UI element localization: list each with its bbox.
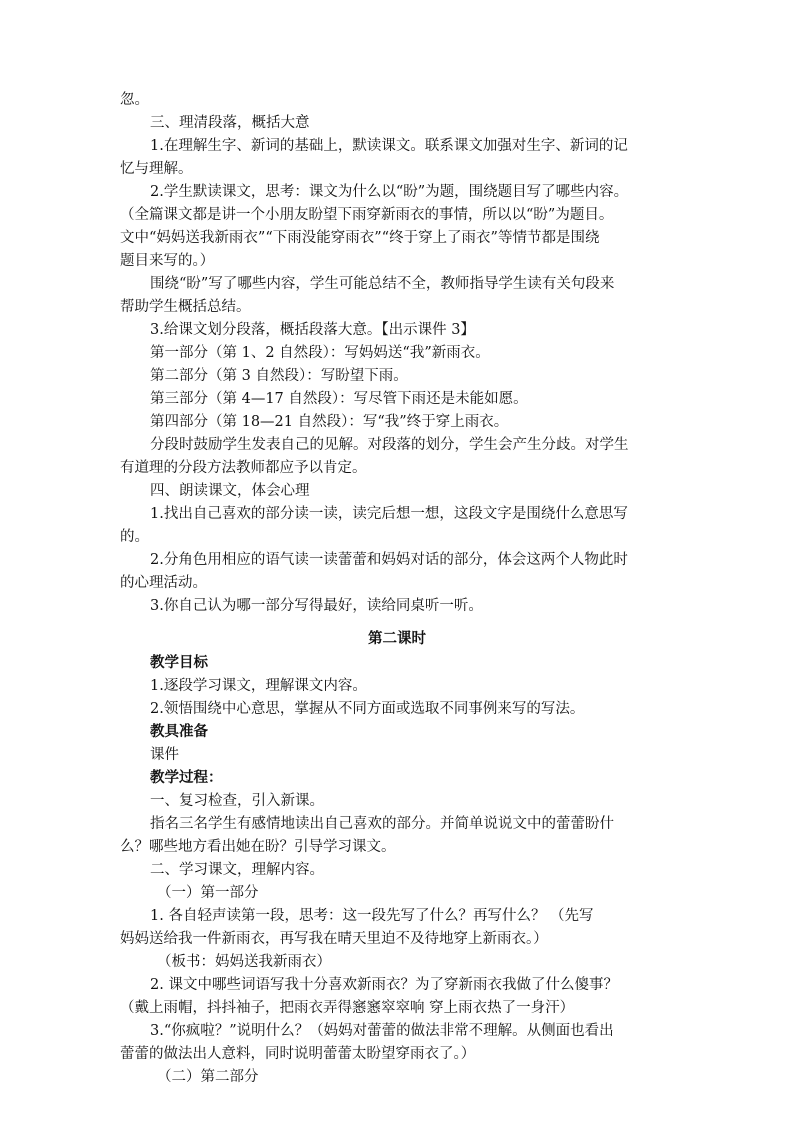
text-line: 妈妈送给我一件新雨衣，再写我在晴天里迫不及待地穿上新雨衣。） bbox=[120, 931, 548, 947]
text-line: 1. 各自轻声读第一段，思考：这一段先写了什么？再写什么？ （先写 bbox=[150, 908, 594, 924]
text-line: 2.学生默读课文，思考：课文为什么以“盼”为题，围绕题目写了哪些内容。 bbox=[150, 184, 629, 200]
text-line: 帮助学生概括总结。 bbox=[120, 299, 251, 315]
text-line: 3.你自己认为哪一部分写得最好，读给同桌听一听。 bbox=[150, 598, 483, 614]
text-line: （戴上雨帽，抖抖袖子，把雨衣弄得窸窸窣窣响 穿上雨衣热了一身汗） bbox=[120, 1000, 575, 1016]
text-line: 1.逐段学习课文，理解课文内容。 bbox=[150, 678, 367, 694]
section-heading: 四、朗读课文，体会心理 bbox=[150, 483, 310, 499]
text-line: 忽。 bbox=[120, 92, 149, 108]
text-line: 1.找出自己喜欢的部分读一读，读完后想一想，这段文字是围绕什么意思写 bbox=[150, 506, 628, 522]
section-heading: 教具准备 bbox=[150, 723, 208, 740]
text-line: 1.在理解生字、新词的基础上，默读课文。联系课文加强对生字、新词的记 bbox=[150, 138, 628, 154]
section-heading: 教学过程： bbox=[150, 769, 223, 786]
text-line: 题目来写的。） bbox=[120, 253, 215, 269]
text-line: 课件 bbox=[150, 747, 179, 763]
text-line: 第三部分（第 4—17 自然段）：写尽管下雨还是未能如愿。 bbox=[150, 391, 528, 407]
text-line: 2.分角色用相应的语气读一读蕾蕾和妈妈对话的部分，体会这两个人物此时 bbox=[150, 552, 628, 568]
text-line: 2.领悟围绕中心意思，掌握从不同方面或选取不同事例来写的写法。 bbox=[150, 701, 585, 717]
text-line: 指名三名学生有感情地读出自己喜欢的部分。并简单说说文中的蕾蕾盼什 bbox=[150, 816, 614, 832]
text-line: （二）第二部分 bbox=[157, 1069, 259, 1085]
text-line: 有道理的分段方法教师都应予以肯定。 bbox=[120, 460, 367, 476]
text-line: 忆与理解。 bbox=[120, 161, 193, 177]
text-line: （全篇课文都是讲一个小朋友盼望下雨穿新雨衣的事情，所以以“盼”为题目。 bbox=[120, 207, 614, 223]
text-line: 3.给课文划分段落，概括段落大意。【出示课件 3】 bbox=[150, 322, 475, 338]
text-line: 第二部分（第 3 自然段）：写盼望下雨。 bbox=[150, 368, 408, 384]
lesson-title: 第二课时 bbox=[368, 630, 426, 647]
text-line: 的。 bbox=[120, 529, 149, 545]
text-line: （一）第一部分 bbox=[157, 885, 259, 901]
text-line: 第四部分（第 18—21 自然段）：写“我”终于穿上雨衣。 bbox=[150, 414, 509, 430]
text-line: （板书：妈妈送我新雨衣） bbox=[157, 954, 331, 970]
text-line: 2. 课文中哪些词语写我十分喜欢新雨衣？为了穿新雨衣我做了什么傻事？ bbox=[150, 977, 618, 993]
text-line: 文中“妈妈送我新雨衣”“下雨没能穿雨衣”“终于穿上了雨衣”等情节都是围绕 bbox=[120, 230, 600, 246]
text-line: 第一部分（第 1、2 自然段）：写妈妈送“我”新雨衣。 bbox=[150, 345, 490, 361]
text-line: 3.“你疯啦？”说明什么？（妈妈对蕾蕾的做法非常不理解。从侧面也看出 bbox=[150, 1023, 614, 1039]
text-line: 蕾蕾的做法出人意料，同时说明蕾蕾太盼望穿雨衣了。） bbox=[120, 1046, 476, 1062]
section-heading: 教学目标 bbox=[150, 654, 208, 671]
text-line: 么？哪些地方看出她在盼？引导学习课文。 bbox=[120, 839, 396, 855]
section-heading: 三、理清段落，概括大意 bbox=[150, 115, 310, 131]
text-line: 一、复习检查，引入新课。 bbox=[150, 793, 324, 809]
text-line: 分段时鼓励学生发表自己的见解。对段落的划分，学生会产生分歧。对学生 bbox=[150, 437, 629, 453]
text-line: 二、学习课文，理解内容。 bbox=[150, 862, 324, 878]
text-line: 围绕“盼”写了哪些内容，学生可能总结不全，教师指导学生读有关句段来 bbox=[150, 276, 615, 292]
text-line: 的心理活动。 bbox=[120, 575, 207, 591]
